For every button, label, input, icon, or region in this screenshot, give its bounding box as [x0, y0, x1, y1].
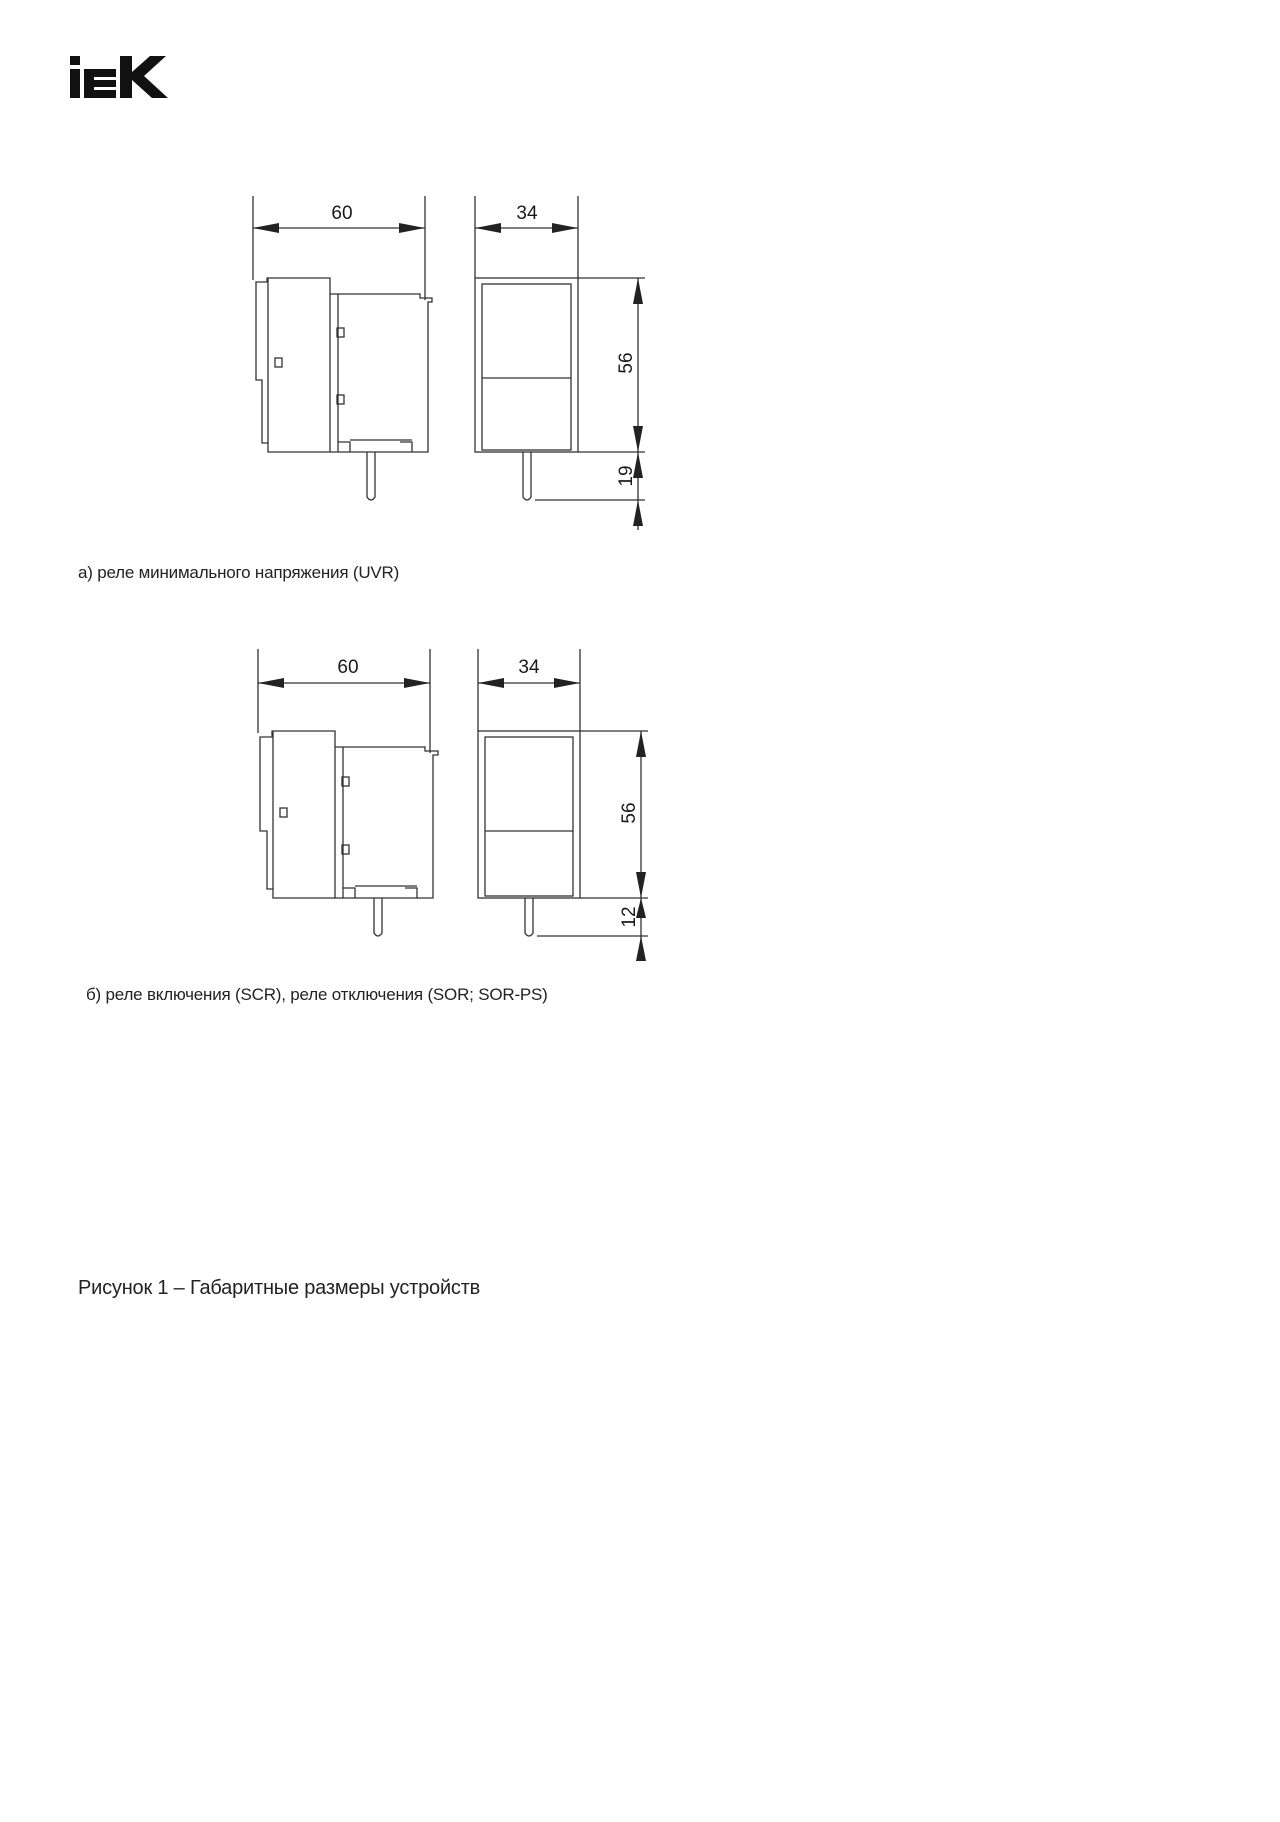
caption-scr-sor: б) реле включения (SCR), реле отключения (SOR; SOR-PS) [86, 985, 548, 1004]
dim-width-front: 34 [518, 657, 540, 678]
drawing-uvr [0, 190, 1280, 550]
dim-width-side: 60 [331, 203, 353, 224]
caption-uvr: а) реле минимального напряжения (UVR) [78, 563, 400, 582]
iek-logo-icon [70, 56, 178, 98]
dim-pin: 19 [616, 465, 637, 487]
dim-width-side: 60 [337, 657, 359, 678]
drawing-scr-sor [0, 643, 1280, 1003]
iek-logo [70, 56, 178, 98]
dim-height: 56 [616, 352, 637, 374]
dim-height: 56 [619, 802, 640, 824]
dim-width-front: 34 [516, 203, 538, 224]
figure-caption: Рисунок 1 – Габаритные размеры устройств [78, 1277, 481, 1299]
dim-pin: 12 [619, 906, 640, 928]
